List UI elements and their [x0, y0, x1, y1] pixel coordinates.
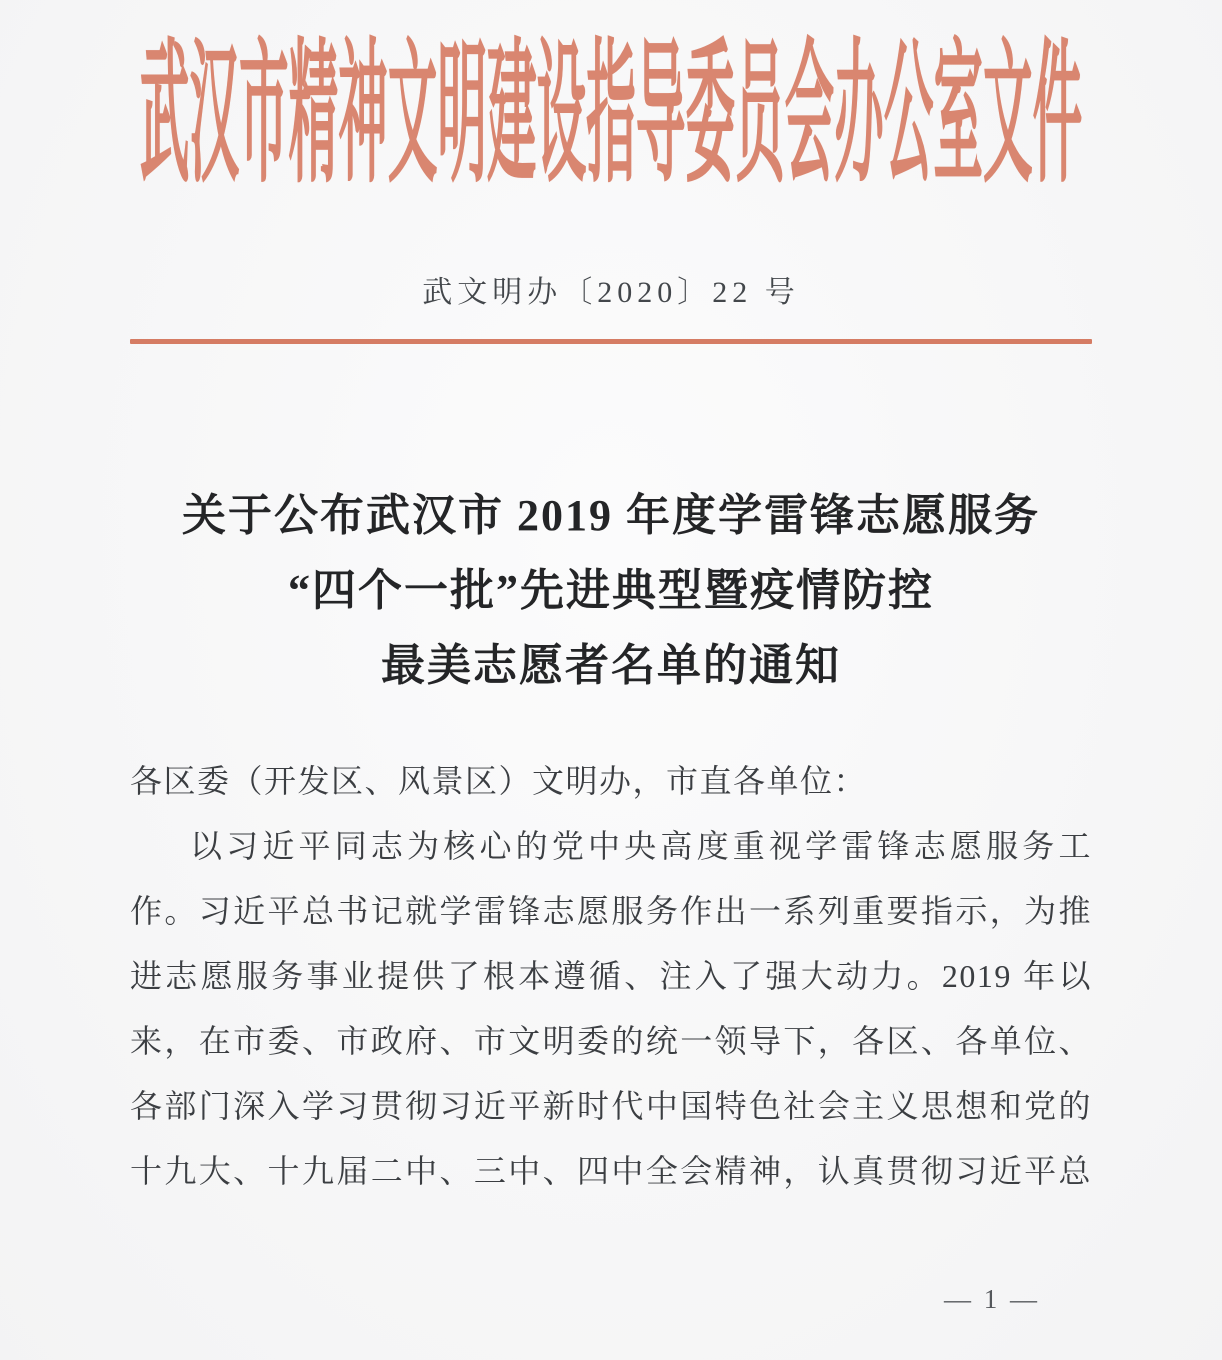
page-number: — 1 —: [944, 1284, 1040, 1314]
notice-title-line-1: 关于公布武汉市 2019 年度学雷锋志愿服务: [182, 491, 1040, 540]
document-number: 武文明办〔2020〕22 号: [422, 276, 800, 309]
notice-title-line-3: 最美志愿者名单的通知: [381, 641, 841, 690]
paragraph-line: 来，在市委、市政府、市文明委的统一领导下，各区、各单位、: [130, 1023, 1092, 1059]
paragraph-line: 进志愿服务事业提供了根本遵循、注入了强大动力。2019 年以: [130, 958, 1092, 994]
paragraph-line: 十九大、十九届二中、三中、四中全会精神，认真贯彻习近平总: [130, 1153, 1092, 1189]
notice-title-line-2: “四个一批”先进典型暨疫情防控: [288, 566, 934, 615]
salutation-line: 各区委（开发区、风景区）文明办，市直各单位：: [130, 763, 868, 799]
notice-title: [130, 478, 1092, 703]
notice-body: [130, 749, 1092, 1204]
paragraph-line: 作。习近平总书记就学雷锋志愿服务作出一系列重要指示，为推: [130, 893, 1092, 929]
masthead-banner: [130, 0, 1092, 202]
paragraph-line: 以习近平同志为核心的党中央高度重视学雷锋志愿服务工: [190, 828, 1092, 864]
masthead-title: 武汉市精神文明建设指导委员会办公室文件: [139, 28, 1083, 202]
red-divider-rule: [130, 339, 1092, 344]
paragraph-line: 各部门深入学习贯彻习近平新时代中国特色社会主义思想和党的: [130, 1088, 1092, 1124]
